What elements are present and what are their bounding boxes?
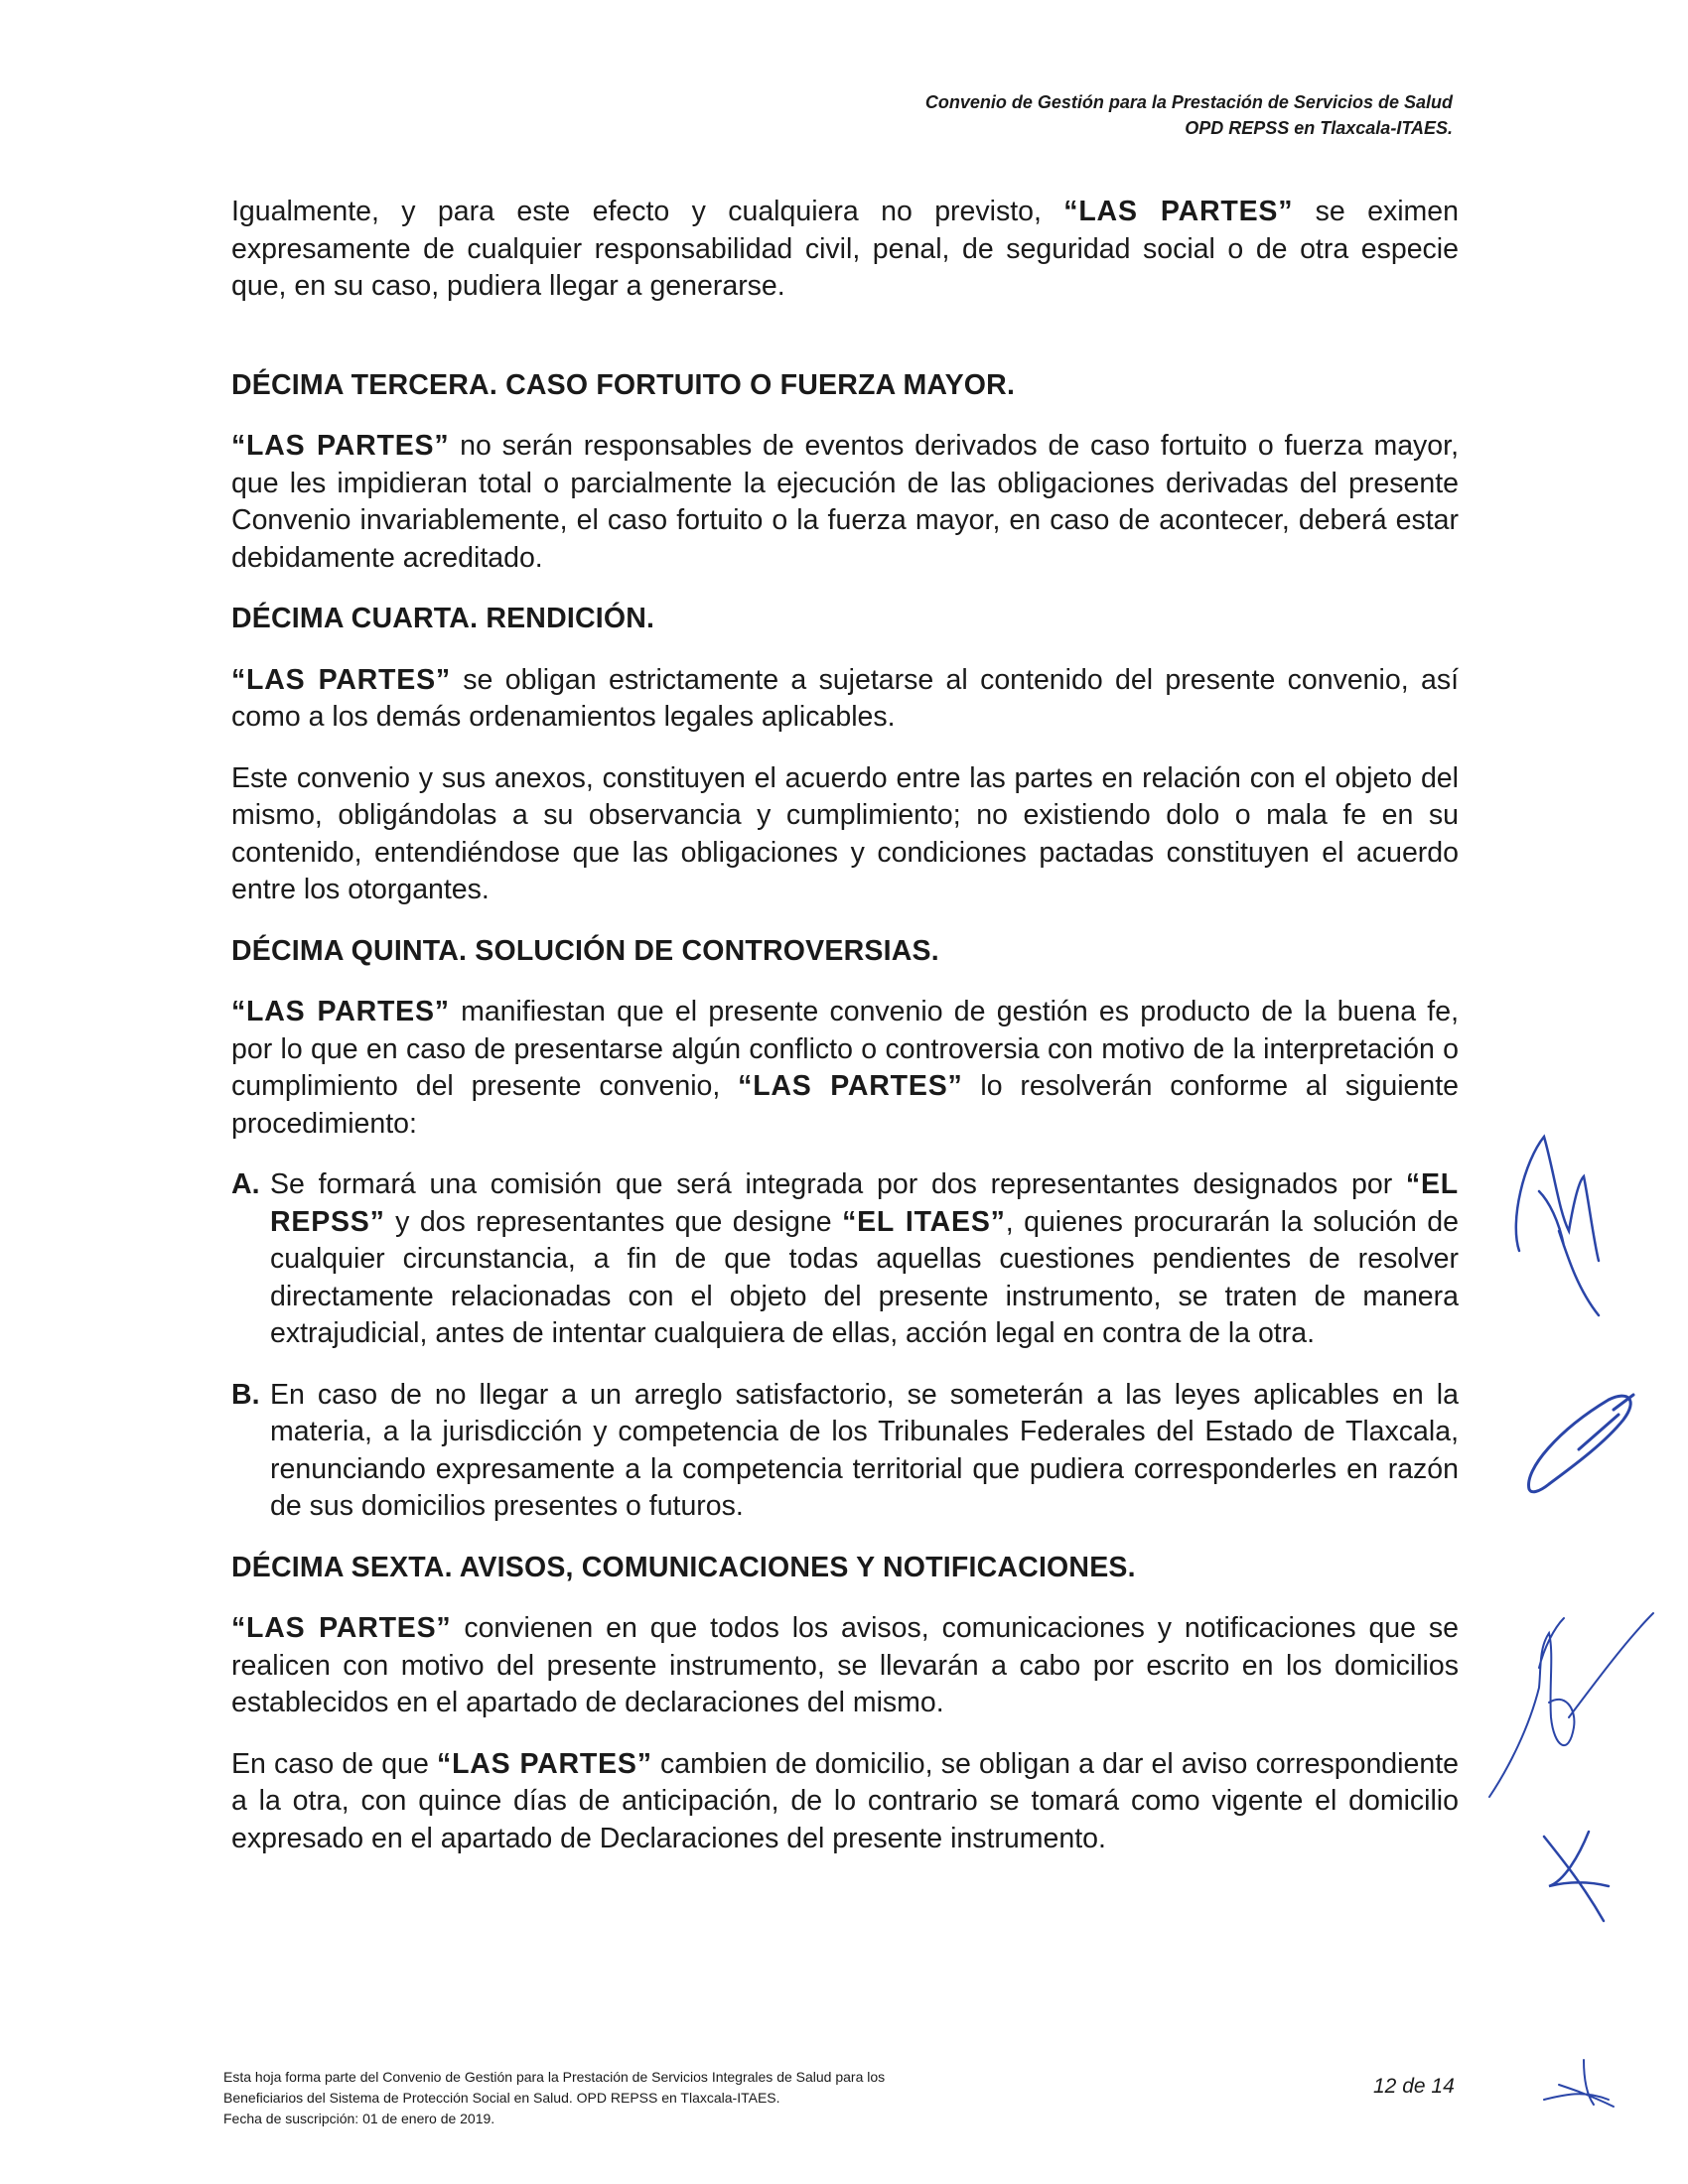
signature-initial-2 — [1519, 1390, 1648, 1499]
paragraph-clause-16b: En caso de que “LAS PARTES” cambien de domicilio, se obligan a dar el aviso correspondiente a la otra, con quince días de anticipación, de lo contrario se tomará como vigente el domicilio expresado en el apartado de Declaraciones del presente instrumento. — [231, 1747, 1459, 1854]
paragraph-clause-14a: “LAS PARTES” se obligan estrictamente a sujetarse al contenido del presente convenio, así como a los demás ordenamientos legales aplicables. — [231, 663, 1459, 733]
footer-line-1: Esta hoja forma parte del Convenio de Gestión para la Prestación de Servicios Integrales de Salud para los — [223, 2069, 886, 2085]
paragraph-exemption: Igualmente, y para este efecto y cualquiera no previsto, “LAS PARTES” se eximen expresamente de cualquier responsabilidad civil, penal, de seguridad social o de otra especie que, en su caso, pudiera llegar a generarse. — [231, 196, 1459, 302]
signature-initial-3 — [1479, 1608, 1658, 1807]
clause-heading-13: DÉCIMA TERCERA. CASO FORTUITO O FUERZA MAYOR. — [231, 368, 1016, 401]
signature-initial-1 — [1499, 1132, 1618, 1320]
page-header — [925, 89, 1453, 141]
clause-heading-16: DÉCIMA SEXTA. AVISOS, COMUNICACIONES Y NOTIFICACIONES. — [231, 1551, 1136, 1583]
list-item-a: A. Se formará una comisión que será integrada por dos representantes designados por “EL REPSS” y dos representantes que designe “EL ITAES”, quienes procurarán la solución de cualquier circunstancia, a fin de que todas aquellas cuestiones pendientes de resolver directamente relacionadas con el objeto del presente instrumento, se traten de manera extrajudicial, antes de intentar cualquiera de ellas, acción legal en contra de la otra. — [231, 1168, 1459, 1349]
paragraph-clause-15: “LAS PARTES” manifiestan que el presente convenio de gestión es producto de la buena fe, por lo que en caso de presentarse algún conflicto o controversia con motivo de la interpretación o cumplimiento del presente convenio, “LAS PARTES” lo resolverán conforme al siguiente procedimiento: — [231, 996, 1459, 1140]
margin-signatures — [1470, 1132, 1688, 2124]
footer-line-2: Beneficiarios del Sistema de Protección Social en Salud. OPD REPSS en Tlaxcala-ITAES. — [223, 2090, 780, 2106]
paragraph-clause-14b: Este convenio y sus anexos, constituyen el acuerdo entre las partes en relación con el objeto del mismo, obligándolas a su observancia y cumplimiento; no existiendo dolo o mala fe en su contenido, entendiéndose que las obligaciones y condiciones pactadas constituyen el acuerdo entre los otorgantes. — [231, 761, 1459, 905]
document-body — [231, 194, 1459, 1857]
page-number: 12 de 14 — [1373, 2075, 1455, 2098]
list-label-b: B. — [231, 1378, 260, 1411]
header-title: Convenio de Gestión para la Prestación de Servicios de Salud — [924, 92, 1453, 112]
clause-heading-15: DÉCIMA QUINTA. SOLUCIÓN DE CONTROVERSIAS. — [231, 934, 939, 967]
list-item-b: B. En caso de no llegar a un arreglo satisfactorio, se someterán a las leyes aplicables en la materia, a la jurisdicción y competencia de los Tribunales Federales del Estado de Tlaxcala, renunciando expresamente a la competencia territorial que pudiera corresponderles en razón de sus domicilios presentes o futuros. — [231, 1378, 1459, 1522]
clause-heading-14: DÉCIMA CUARTA. RENDICIÓN. — [231, 603, 655, 634]
footer-date: Fecha de suscripción: 01 de enero de 2019. — [223, 2111, 495, 2126]
header-subtitle: OPD REPSS en Tlaxcala-ITAES. — [1185, 118, 1453, 138]
paragraph-clause-13: “LAS PARTES” no serán responsables de eventos derivados de caso fortuito o fuerza mayor, que les impidieran total o parcialmente la ejecución de las obligaciones derivadas del presente Convenio invariablemente, el caso fortuito o la fuerza mayor, en caso de acontecer, deberá estar debidamente acreditado. — [231, 430, 1459, 574]
signature-initial-5 — [1539, 2055, 1618, 2115]
page-footer — [223, 2067, 1117, 2129]
signature-initial-4 — [1529, 1827, 1618, 1926]
paragraph-clause-16a: “LAS PARTES” convienen en que todos los avisos, comunicaciones y notificaciones que se realicen con motivo del presente instrumento, se llevarán a cabo por escrito en los domicilios establecidos en el apartado de declaraciones del mismo. — [231, 1612, 1459, 1718]
list-label-a: A. — [231, 1168, 260, 1200]
